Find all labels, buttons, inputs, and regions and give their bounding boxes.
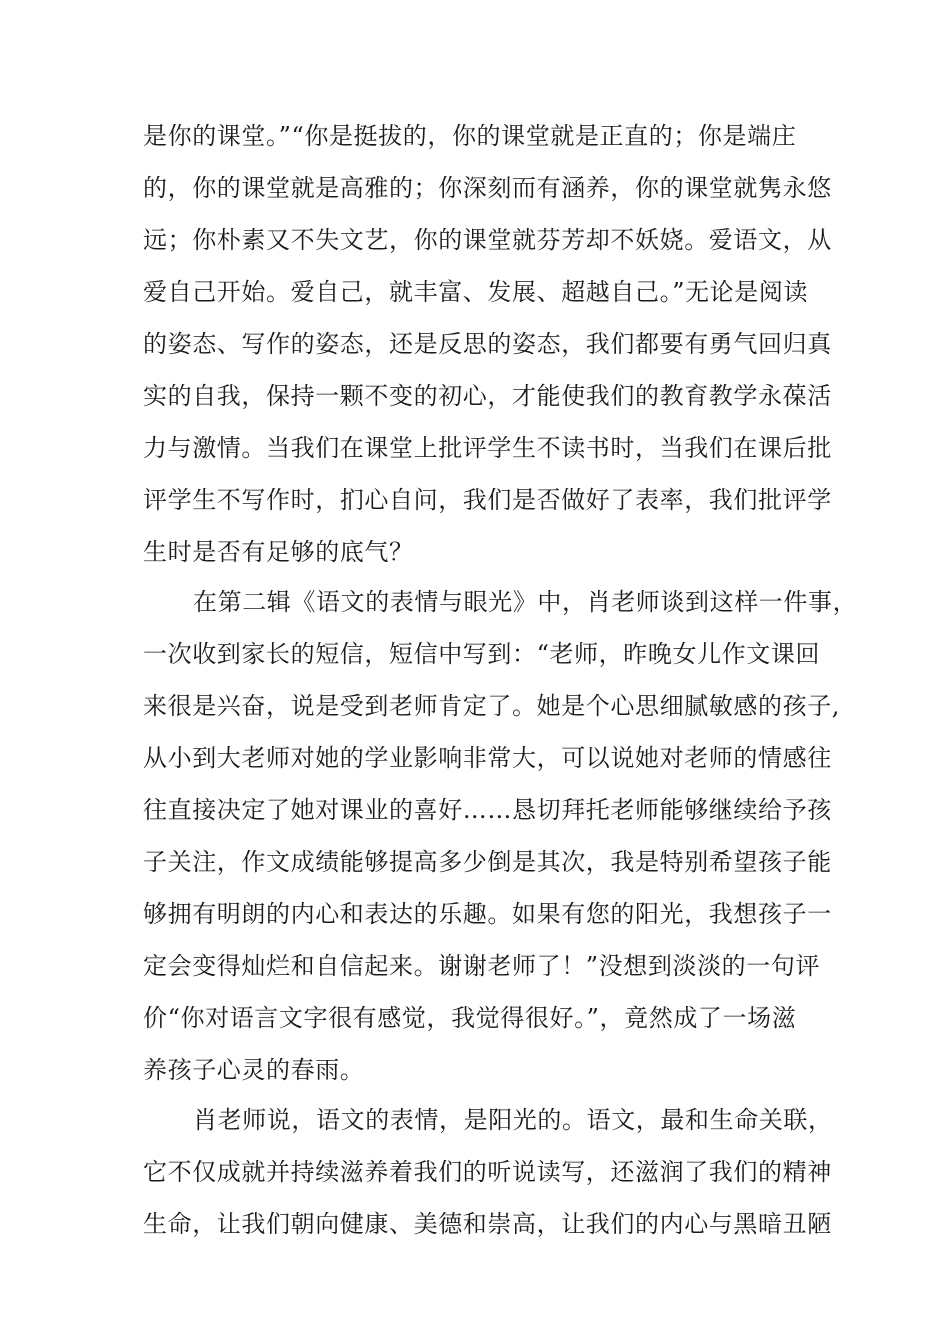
text-line: 实的自我，保持一颗不变的初心，才能使我们的教育教学永葆活 [143, 382, 832, 410]
text-line: 的姿态、写作的姿态，还是反思的姿态，我们都要有勇气回归真 [143, 330, 832, 358]
text-line: 的，你的课堂就是高雅的；你深刻而有涵养，你的课堂就隽永悠 [143, 174, 832, 202]
text-line: 生时是否有足够的底气？ [143, 538, 414, 566]
text-line: 从小到大老师对她的学业影响非常大，可以说她对老师的情感往 [143, 744, 832, 772]
text-line: 生命，让我们朝向健康、美德和崇高，让我们的内心与黑暗丑陋 [143, 1210, 832, 1238]
text-line: 价“你对语言文字很有感觉，我觉得很好。”，竟然成了一场滋 [143, 1004, 797, 1032]
text-line: 往直接决定了她对课业的喜好……恳切拜托老师能够继续给予孩 [143, 796, 832, 824]
paragraph-1 [143, 110, 832, 578]
text-line: 评学生不写作时，扪心自问，我们是否做好了表率，我们批评学 [143, 486, 832, 514]
text-line: 够拥有明朗的内心和表达的乐趣。如果有您的阳光，我想孩子一 [143, 900, 832, 928]
text-line: 肖老师说，语文的表情，是阳光的。语文，最和生命关联， [193, 1106, 833, 1134]
text-line: 力与激情。当我们在课堂上批评学生不读书时，当我们在课后批 [143, 434, 832, 462]
paragraph-2 [143, 576, 858, 1096]
text-line: 一次收到家长的短信，短信中写到：“老师，昨晚女儿作文课回 [143, 640, 821, 668]
paragraph-3 [143, 1094, 833, 1250]
text-line: 定会变得灿烂和自信起来。谢谢老师了！”没想到淡淡的一句评 [143, 952, 821, 980]
text-line: 来很是兴奋，说是受到老师肯定了。她是个心思细腻敏感的孩子, [143, 692, 841, 720]
text-line: 爱自己开始。爱自己，就丰富、发展、超越自己。”无论是阅读 [143, 278, 809, 306]
text-line: 远；你朴素又不失文艺，你的课堂就芬芳却不妖娆。爱语文，从 [143, 226, 832, 254]
text-line: 在第二辑《语文的表情与眼光》中，肖老师谈到这样一件事， [193, 588, 858, 616]
text-line: 是你的课堂。”“你是挺拔的，你的课堂就是正直的；你是端庄 [143, 122, 797, 150]
text-line: 它不仅成就并持续滋养着我们的听说读写，还滋润了我们的精神 [143, 1158, 832, 1186]
text-line: 养孩子心灵的春雨。 [143, 1056, 365, 1084]
text-line: 子关注，作文成绩能够提高多少倒是其次，我是特别希望孩子能 [143, 848, 832, 876]
